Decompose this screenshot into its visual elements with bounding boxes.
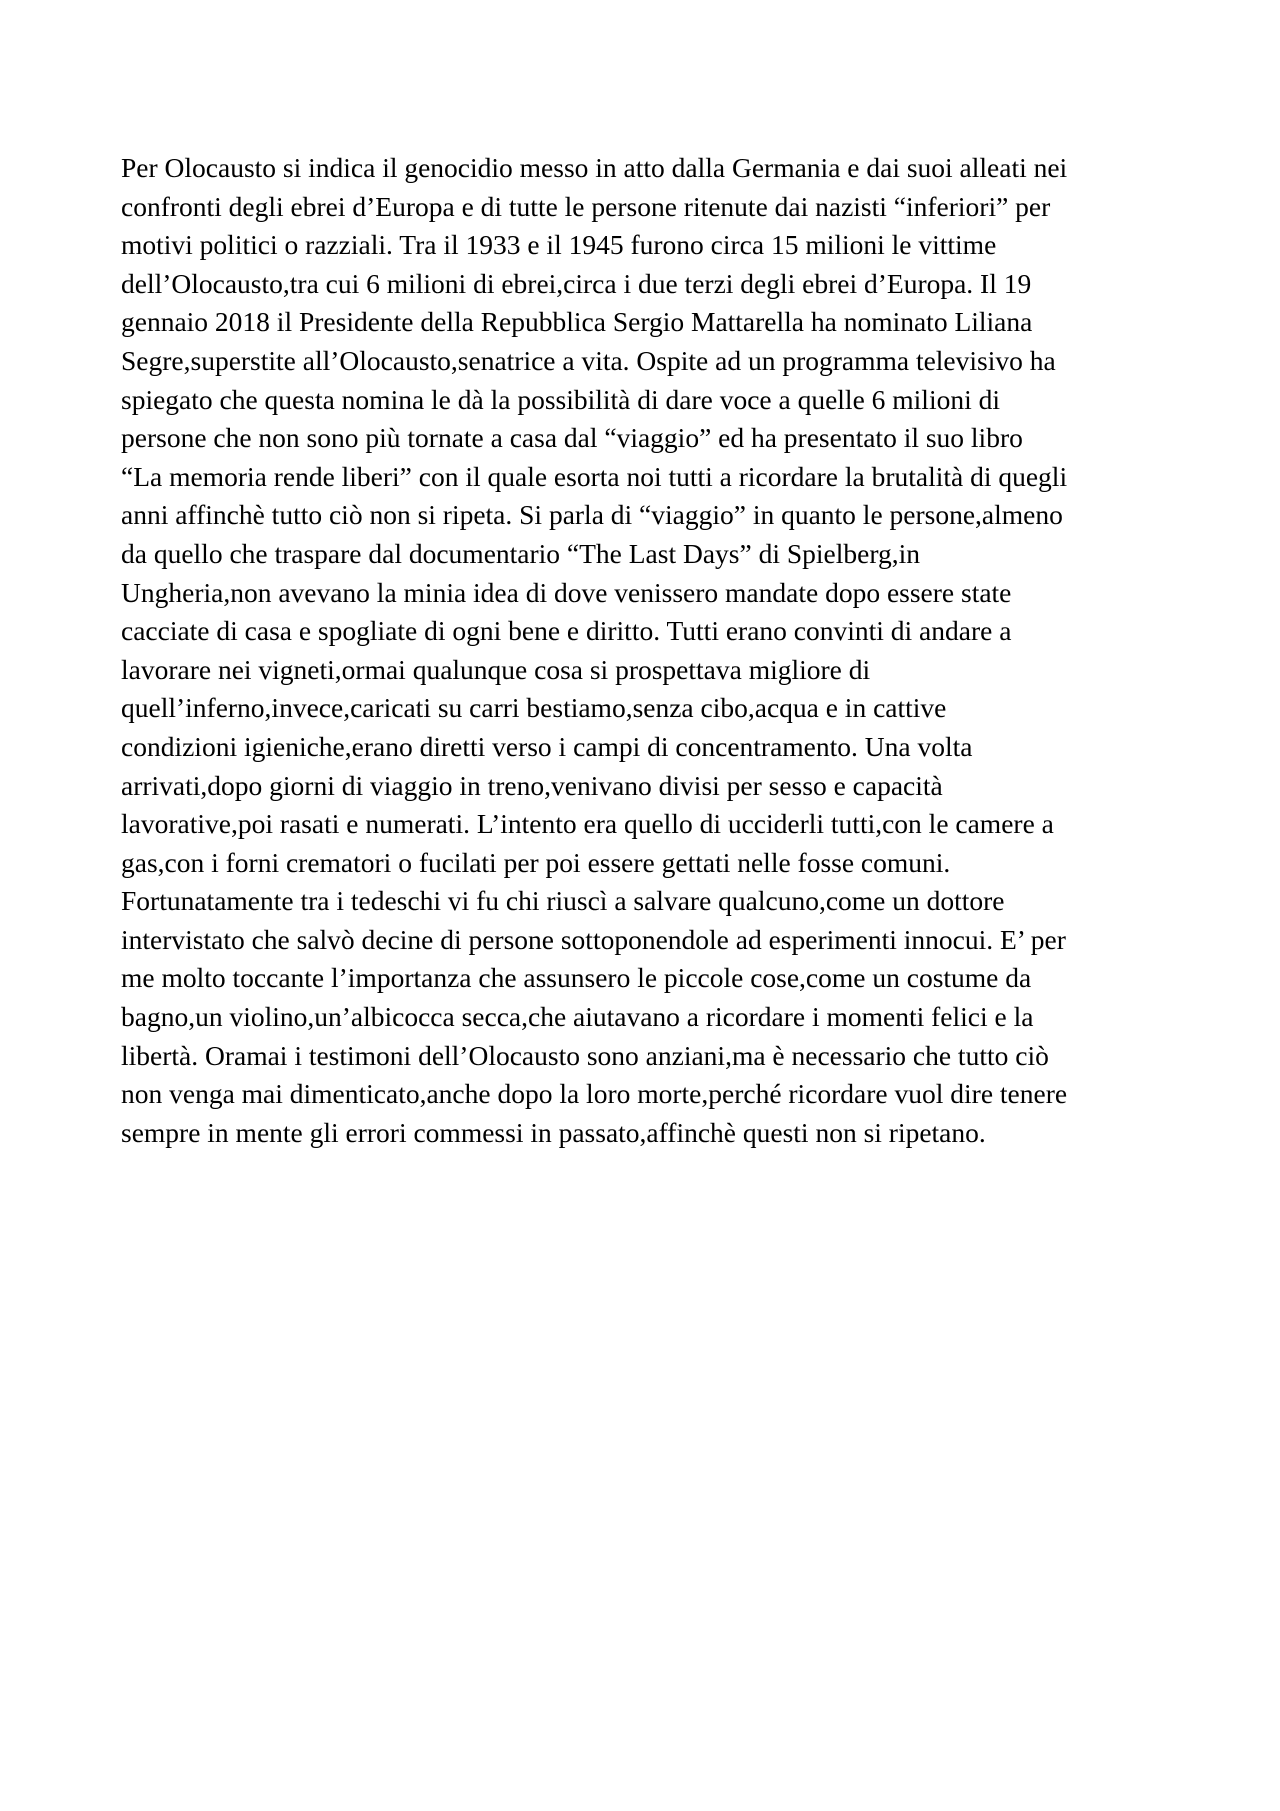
- paragraph-line: me molto toccante l’importanza che assunsero le piccole cose,come un costume da: [121, 962, 1032, 994]
- paragraph-line: arrivati,dopo giorni di viaggio in treno,venivano divisi per sesso e capacità: [121, 769, 943, 801]
- paragraph-line: non venga mai dimenticato,anche dopo la loro morte,perché ricordare vuol dire tenere: [121, 1078, 1068, 1110]
- paragraph-line: condizioni igieniche,erano diretti verso i campi di concentramento. Una volta: [121, 730, 973, 762]
- paragraph-line: Fortunatamente tra i tedeschi vi fu chi riuscì a salvare qualcuno,come un dottore: [121, 885, 1005, 917]
- paragraph-line: anni affinchè tutto ciò non si ripeta. Si parla di “viaggio” in quanto le persone,almeno: [121, 499, 1063, 531]
- paragraph-line: cacciate di casa e spogliate di ogni bene e diritto. Tutti erano convinti di andare a: [121, 615, 1012, 647]
- body-paragraph: [121, 149, 1181, 1152]
- paragraph-line: motivi politici o razziali. Tra il 1933 e il 1945 furono circa 15 milioni le vittime: [121, 229, 997, 261]
- paragraph-line: gas,con i forni crematori o fucilati per poi essere gettati nelle fosse comuni.: [121, 846, 951, 878]
- paragraph-line: lavorative,poi rasati e numerati. L’intento era quello di ucciderli tutti,con le camere a: [121, 808, 1054, 840]
- paragraph-line: lavorare nei vigneti,ormai qualunque cosa si prospettava migliore di: [121, 653, 871, 685]
- paragraph-line: sempre in mente gli errori commessi in passato,affinchè questi non si ripetano.: [121, 1116, 986, 1148]
- paragraph-line: gennaio 2018 il Presidente della Repubblica Sergio Mattarella ha nominato Liliana: [121, 306, 1033, 338]
- paragraph-line: “La memoria rende liberi” con il quale esorta noi tutti a ricordare la brutalità di quegli: [121, 460, 1068, 492]
- paragraph-line: Segre,superstite all’Olocausto,senatrice a vita. Ospite ad un programma televisivo ha: [121, 344, 1056, 376]
- paragraph-line: bagno,un violino,un’albicocca secca,che aiutavano a ricordare i momenti felici e la: [121, 1001, 1034, 1033]
- paragraph-line: dell’Olocausto,tra cui 6 milioni di ebrei,circa i due terzi degli ebrei d’Europa. Il 19: [121, 267, 1032, 299]
- paragraph-line: confronti degli ebrei d’Europa e di tutte le persone ritenute dai nazisti “inferiori” per: [121, 190, 1051, 222]
- paragraph-line: da quello che traspare dal documentario “The Last Days” di Spielberg,in: [121, 537, 921, 569]
- paragraph-line: intervistato che salvò decine di persone sottoponendole ad esperimenti innocui. E’ per: [121, 923, 1066, 955]
- paragraph-line: Per Olocausto si indica il genocidio messo in atto dalla Germania e dai suoi alleati nei: [121, 152, 1068, 183]
- paragraph-line: libertà. Oramai i testimoni dell’Olocausto sono anziani,ma è necessario che tutto ciò: [121, 1039, 1049, 1071]
- paragraph-line: quell’inferno,invece,caricati su carri bestiamo,senza cibo,acqua e in cattive: [121, 692, 947, 724]
- paragraph-line: Ungheria,non avevano la minia idea di dove venissero mandate dopo essere state: [121, 576, 1012, 608]
- paragraph-line: persone che non sono più tornate a casa dal “viaggio” ed ha presentato il suo libro: [121, 422, 1023, 454]
- paragraph-line: spiegato che questa nomina le dà la possibilità di dare voce a quelle 6 milioni di: [121, 383, 1000, 415]
